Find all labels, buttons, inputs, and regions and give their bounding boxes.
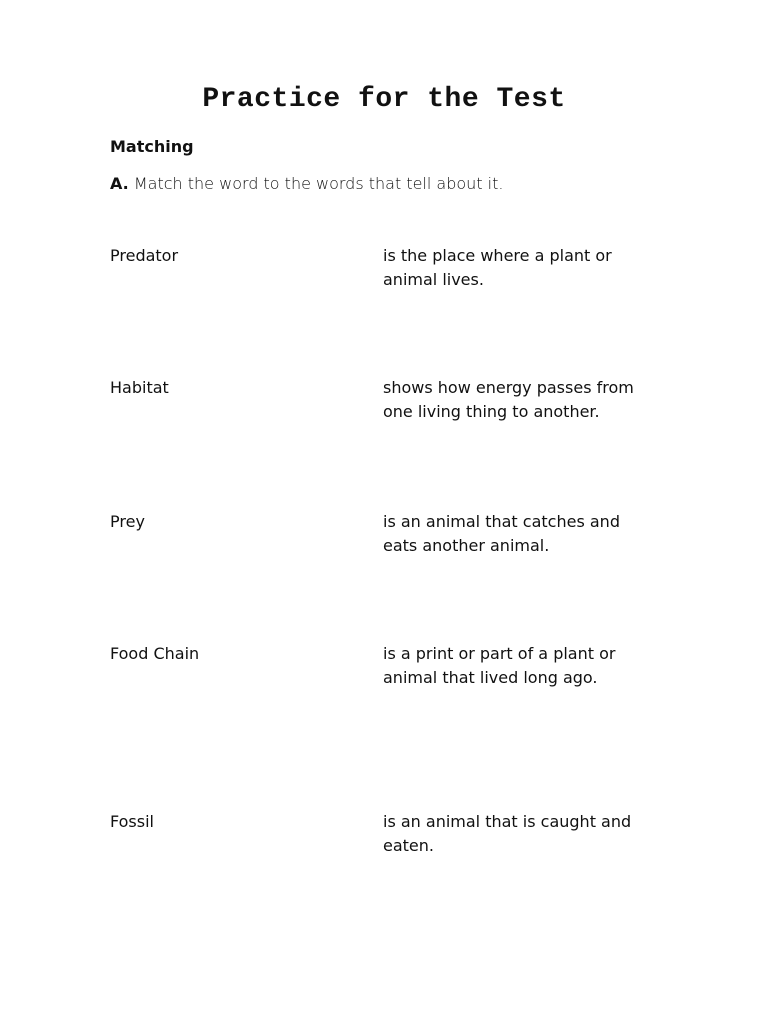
section-heading: Matching	[110, 137, 194, 156]
term-food-chain: Food Chain	[110, 644, 200, 663]
instruction-text: Match the word to the words that tell about it.	[128, 174, 504, 193]
instruction	[110, 173, 503, 195]
definition-line: eaten.	[383, 836, 434, 855]
definition-line: is an animal that is caught and	[383, 812, 632, 831]
definition-energy-passes	[383, 376, 673, 424]
definition-line: one living thing to another.	[383, 402, 600, 421]
term-habitat: Habitat	[110, 378, 169, 397]
term-predator: Predator	[110, 246, 179, 265]
definition-line: eats another animal.	[383, 536, 550, 555]
definition-line: is a print or part of a plant or	[383, 644, 616, 663]
definition-line: shows how energy passes from	[383, 378, 634, 397]
definition-print-long-ago	[383, 642, 673, 690]
definition-caught-and-eaten	[383, 810, 673, 858]
term-prey: Prey	[110, 512, 145, 531]
definition-line: animal lives.	[383, 270, 484, 289]
definition-catches-and-eats	[383, 510, 673, 558]
definition-habitat-place	[383, 244, 673, 292]
page-title: Practice for the Test	[202, 84, 566, 115]
instruction-letter: A.	[110, 174, 129, 193]
term-fossil: Fossil	[110, 812, 154, 831]
definition-line: is the place where a plant or	[383, 246, 612, 265]
definition-line: animal that lived long ago.	[383, 668, 598, 687]
definition-line: is an animal that catches and	[383, 512, 620, 531]
